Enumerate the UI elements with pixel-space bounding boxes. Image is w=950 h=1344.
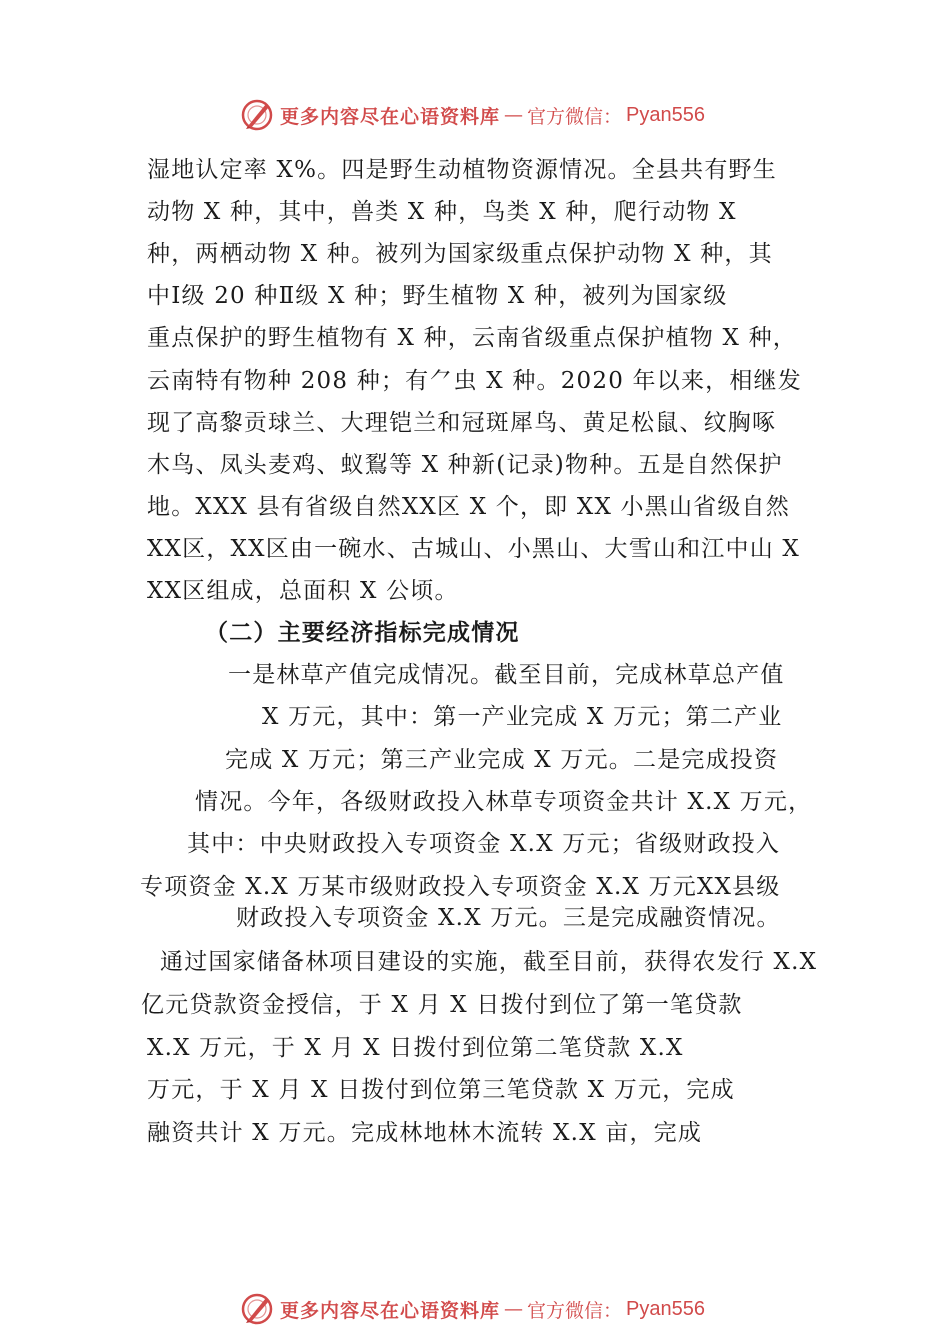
body-line: ⅩⅩ区组成，总面积 X 公顷。 bbox=[147, 578, 459, 604]
body-line: 种，两栖动物 X 种。被列为国家级重点保护动物 X 种，其 bbox=[147, 241, 773, 267]
watermark-text: 更多内容尽在心语资料库 bbox=[280, 105, 501, 128]
watermark-separator: — bbox=[504, 104, 524, 126]
watermark-id: Pyan556 bbox=[626, 1297, 705, 1320]
header-watermark bbox=[240, 95, 705, 135]
body-line: 一是林草产值完成情况。截至目前，完成林草总产值 bbox=[228, 662, 785, 688]
body-line: ⅩⅩ区，ⅩⅩ区由一碗水、古城山、小黑山、大雪山和江中山 X bbox=[147, 536, 800, 562]
body-line: 万元，于 X 月 X 日拨付到位第三笔贷款 X 万元，完成 bbox=[147, 1077, 735, 1103]
body-line: 现了高黎贡球兰、大理铠兰和冠斑犀鸟、黄足松鼠、纹胸啄 bbox=[147, 410, 777, 436]
body-line: 云南特有物种 208 种；有⺈虫 X 种。2020 年以来，相继发 bbox=[147, 368, 802, 394]
body-line: 亿元贷款资金授信，于 X 月 X 日拨付到位了第一笔贷款 bbox=[141, 992, 743, 1018]
body-line: 融资共计 X 万元。完成林地林木流转 X.X 亩，完成 bbox=[147, 1120, 703, 1146]
body-line: 地。XXX 县有省级自然ⅩⅩ区 X 个，即 XX 小黑山省级自然 bbox=[147, 494, 790, 520]
body-line: 财政投入专项资金 X.X 万元。三是完成融资情况。 bbox=[236, 905, 781, 931]
body-line: 中Ⅰ级 20 种Ⅱ级 X 种；野生植物 X 种，被列为国家级 bbox=[147, 283, 728, 309]
watermark-label: 官方微信： bbox=[527, 1299, 623, 1322]
body-line: 专项资金 X.X 万某市级财政投入专项资金 X.X 万元ⅩⅩ县级 bbox=[140, 874, 781, 900]
body-line: 动物 X 种，其中，兽类 X 种，鸟类 X 种，爬行动物 X bbox=[147, 199, 737, 225]
section-heading: （二）主要经济指标完成情况 bbox=[205, 619, 520, 646]
body-line: 木鸟、凤头麦鸡、蚁鴷等 X 种新(记录)物种。五是自然保护 bbox=[147, 452, 783, 478]
body-line: 湿地认定率 X%。四是野生动植物资源情况。全县共有野生 bbox=[147, 157, 777, 183]
body-line: X.X 万元，于 X 月 X 日拨付到位第二笔贷款 X.X bbox=[147, 1035, 684, 1061]
watermark-separator: — bbox=[504, 1298, 524, 1320]
body-line: 完成 X 万元；第三产业完成 X 万元。二是完成投资 bbox=[225, 747, 779, 773]
pen-logo-icon bbox=[240, 1292, 274, 1326]
body-line: 情况。今年，各级财政投入林草专项资金共计 X.X 万元， bbox=[195, 789, 813, 815]
watermark-id: Pyan556 bbox=[626, 103, 705, 126]
watermark-label: 官方微信： bbox=[527, 105, 623, 128]
body-line: 其中：中央财政投入专项资金 X.X 万元；省级财政投入 bbox=[187, 831, 781, 857]
footer-watermark bbox=[240, 1289, 705, 1329]
body-line: 通过国家储备林项目建设的实施，截至目前，获得农发行 X.X bbox=[160, 949, 818, 975]
body-line: X 万元，其中：第一产业完成 X 万元；第二产业 bbox=[262, 704, 783, 730]
watermark-text: 更多内容尽在心语资料库 bbox=[280, 1299, 501, 1322]
body-line: 重点保护的野生植物有 X 种，云南省级重点保护植物 X 种， bbox=[147, 325, 797, 351]
pen-logo-icon bbox=[240, 98, 274, 132]
